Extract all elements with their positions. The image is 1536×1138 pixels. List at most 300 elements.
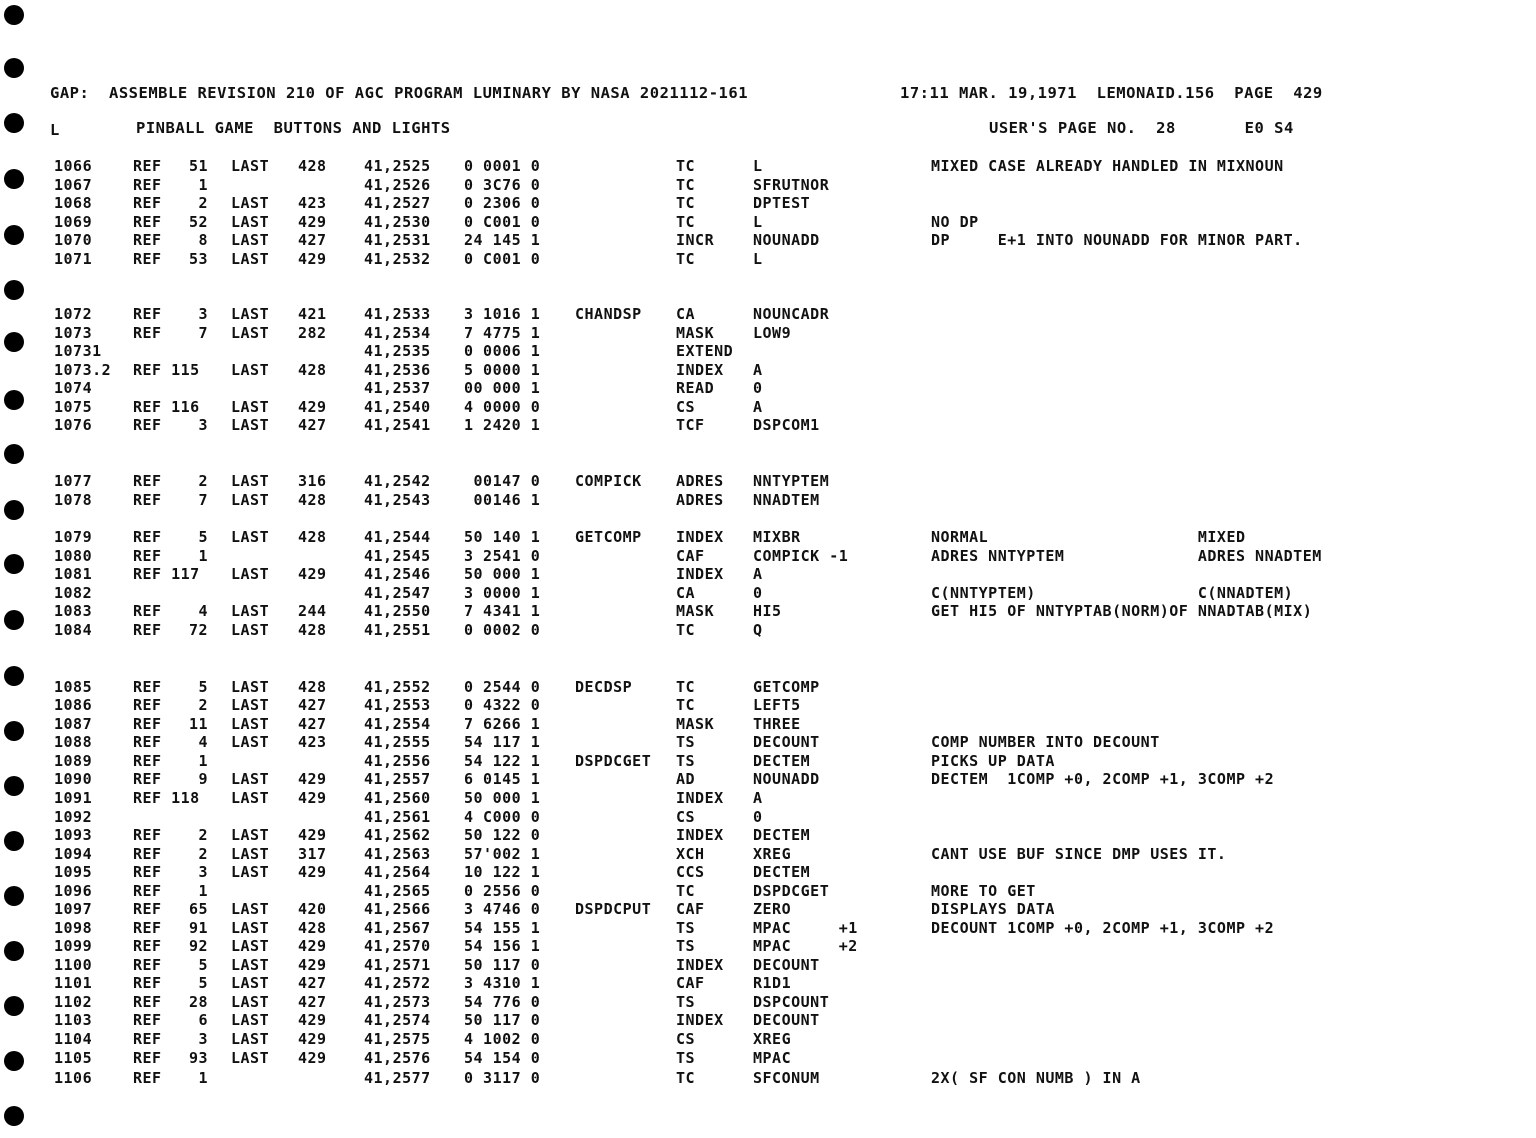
listing-addr: 41,2560: [364, 789, 431, 807]
listing-row: [0, 547, 1536, 565]
listing-refn: 92: [188, 937, 208, 955]
listing-addr: 41,2566: [364, 900, 431, 918]
listing-ref: REF: [133, 882, 162, 900]
listing-op: TC: [676, 882, 696, 900]
listing-ln: 1098: [54, 919, 93, 937]
listing-code: 54 156 1: [464, 937, 541, 955]
listing-code: 0 4322 0: [464, 696, 541, 714]
listing-ref: REF: [133, 1069, 162, 1087]
listing-label: DSPDCPUT: [575, 900, 652, 918]
listing-ref: REF: [133, 715, 162, 733]
listing-refn: 4: [198, 602, 208, 620]
listing-ln: 1101: [54, 974, 93, 992]
listing-op: TC: [676, 194, 696, 212]
listing-op: TC: [676, 1069, 696, 1087]
listing-op: XCH: [676, 845, 705, 863]
listing-code: 0 2306 0: [464, 194, 541, 212]
listing-operand: A: [753, 361, 763, 379]
listing-addr: 41,2551: [364, 621, 431, 639]
listing-row: [0, 770, 1536, 788]
listing-ln: 1104: [54, 1030, 93, 1048]
listing-code: 0 0006 1: [464, 342, 541, 360]
listing-ref: REF 118: [133, 789, 200, 807]
listing-operand: MPAC +1: [753, 919, 858, 937]
listing-last: LAST: [231, 602, 270, 620]
listing-ln: 1083: [54, 602, 93, 620]
listing-code: 54 117 1: [464, 733, 541, 751]
listing-op: AD: [676, 770, 696, 788]
listing-ref: REF: [133, 250, 162, 268]
listing-code: 3 4310 1: [464, 974, 541, 992]
listing-refn: 1: [198, 176, 208, 194]
listing-code: 10 122 1: [464, 863, 541, 881]
listing-ref: REF: [133, 845, 162, 863]
listing-last: LAST: [231, 213, 270, 231]
listing-row: [0, 194, 1536, 212]
listing-ln: 1081: [54, 565, 93, 583]
listing-operand: Q: [753, 621, 763, 639]
listing-lastn: 427: [298, 715, 327, 733]
listing-row: [0, 213, 1536, 231]
listing-operand: LEFT5: [753, 696, 801, 714]
listing-ln: 1093: [54, 826, 93, 844]
listing-code: 0 3C76 0: [464, 176, 541, 194]
listing-addr: 41,2573: [364, 993, 431, 1011]
listing-ref: REF: [133, 1049, 162, 1067]
listing-ln: 1066: [54, 157, 93, 175]
listing-ln: 1071: [54, 250, 93, 268]
listing-refn: 3: [198, 416, 208, 434]
listing-row: [0, 305, 1536, 323]
listing-lastn: 429: [298, 863, 327, 881]
listing-operand: L: [753, 213, 763, 231]
listing-operand: DPTEST: [753, 194, 811, 212]
listing-op: INDEX: [676, 528, 724, 546]
listing-addr: 41,2535: [364, 342, 431, 360]
listing-addr: 41,2555: [364, 733, 431, 751]
listing-code: 3 4746 0: [464, 900, 541, 918]
listing-code: 7 4341 1: [464, 602, 541, 620]
listing-ln: 1105: [54, 1049, 93, 1067]
listing-row: [0, 621, 1536, 639]
listing-code: 50 140 1: [464, 528, 541, 546]
listing-ln: 1087: [54, 715, 93, 733]
listing-op: CA: [676, 584, 696, 602]
listing-refn: 5: [198, 528, 208, 546]
listing-ln: 1070: [54, 231, 93, 249]
listing-operand: A: [753, 398, 763, 416]
listing-operand: NNTYPTEM: [753, 472, 830, 490]
listing-ln: 1078: [54, 491, 93, 509]
listing-row: [0, 900, 1536, 918]
listing-op: MASK: [676, 602, 715, 620]
listing-addr: 41,2531: [364, 231, 431, 249]
listing-ln: 1096: [54, 882, 93, 900]
listing-refn: 1: [198, 752, 208, 770]
listing-op: CS: [676, 808, 696, 826]
listing-code: 7 6266 1: [464, 715, 541, 733]
listing-operand: A: [753, 789, 763, 807]
listing-op: TS: [676, 993, 696, 1011]
listing-addr: 41,2541: [364, 416, 431, 434]
listing-addr: 41,2545: [364, 547, 431, 565]
listing-row: [0, 1011, 1536, 1029]
listing-operand: NNADTEM: [753, 491, 820, 509]
listing-lastn: 427: [298, 993, 327, 1011]
listing-lastn: 427: [298, 974, 327, 992]
listing-operand: MPAC +2: [753, 937, 858, 955]
listing-row: [0, 250, 1536, 268]
listing-ref: REF: [133, 937, 162, 955]
listing-row: [0, 416, 1536, 434]
listing-op: TS: [676, 752, 696, 770]
assembly-header-right: 17:11 MAR. 19,1971 LEMONAID.156 PAGE 429: [900, 84, 1323, 102]
listing-label: GETCOMP: [575, 528, 642, 546]
listing-code: 3 1016 1: [464, 305, 541, 323]
listing-operand: MIXBR: [753, 528, 801, 546]
listing-last: LAST: [231, 528, 270, 546]
listing-refn: 2: [198, 472, 208, 490]
listing-operand: 0: [753, 808, 763, 826]
listing-code: 4 C000 0: [464, 808, 541, 826]
listing-code: 0 C001 0: [464, 250, 541, 268]
listing-op: INDEX: [676, 361, 724, 379]
listing-ln: 1069: [54, 213, 93, 231]
listing-lastn: 429: [298, 213, 327, 231]
listing-lastn: 423: [298, 194, 327, 212]
listing-last: LAST: [231, 696, 270, 714]
listing-operand: A: [753, 565, 763, 583]
listing-lastn: 429: [298, 565, 327, 583]
listing-last: LAST: [231, 845, 270, 863]
listing-code: 0 3117 0: [464, 1069, 541, 1087]
listing-op: CAF: [676, 547, 705, 565]
listing-lastn: 428: [298, 919, 327, 937]
listing-refn: 2: [198, 696, 208, 714]
listing-lastn: 428: [298, 157, 327, 175]
listing-lastn: 429: [298, 937, 327, 955]
listing-row: [0, 845, 1536, 863]
listing-comment: GET HI5 OF NNTYPTAB(NORM)OF NNADTAB(MIX): [931, 602, 1313, 620]
listing-ln: 1103: [54, 1011, 93, 1029]
listing-operand: NOUNADD: [753, 770, 820, 788]
listing-op: CS: [676, 398, 696, 416]
listing-op: INDEX: [676, 789, 724, 807]
listing-operand: HI5: [753, 602, 782, 620]
listing-addr: 41,2562: [364, 826, 431, 844]
listing-op: INCR: [676, 231, 715, 249]
listing-comment: DISPLAYS DATA: [931, 900, 1055, 918]
listing-ln: 1102: [54, 993, 93, 1011]
listing-operand: DSPCOUNT: [753, 993, 830, 1011]
listing-addr: 41,2565: [364, 882, 431, 900]
listing-ref: REF: [133, 472, 162, 490]
listing-ref: REF: [133, 733, 162, 751]
listing-refn: 11: [188, 715, 208, 733]
listing-operand: XREG: [753, 1030, 792, 1048]
listing-code: 54 154 0: [464, 1049, 541, 1067]
listing-code: 0 0001 0: [464, 157, 541, 175]
listing-refn: 3: [198, 305, 208, 323]
assembly-header-left: GAP: ASSEMBLE REVISION 210 OF AGC PROGRAM LUMINARY BY NASA 2021112-161: [50, 84, 749, 102]
listing-refn: 72: [188, 621, 208, 639]
listing-row: [0, 157, 1536, 175]
listing-ln: 1095: [54, 863, 93, 881]
listing-op: INDEX: [676, 956, 724, 974]
listing-last: LAST: [231, 398, 270, 416]
listing-op: INDEX: [676, 1011, 724, 1029]
listing-lastn: 429: [298, 1049, 327, 1067]
listing-ref: REF: [133, 678, 162, 696]
listing-last: LAST: [231, 565, 270, 583]
listing-addr: 41,2534: [364, 324, 431, 342]
listing-ref: REF: [133, 974, 162, 992]
listing-comment: COMP NUMBER INTO DECOUNT: [931, 733, 1160, 751]
listing-lastn: 429: [298, 956, 327, 974]
listing-operand: L: [753, 250, 763, 268]
listing-addr: 41,2577: [364, 1069, 431, 1087]
listing-ref: REF: [133, 324, 162, 342]
listing-ln: 1091: [54, 789, 93, 807]
section-title: PINBALL GAME BUTTONS AND LIGHTS: [136, 119, 451, 137]
listing-code: 54 776 0: [464, 993, 541, 1011]
listing-comment: C(NNTYPTEM) C(NNADTEM): [931, 584, 1294, 602]
listing-addr: 41,2536: [364, 361, 431, 379]
listing-row: [0, 882, 1536, 900]
listing-last: LAST: [231, 472, 270, 490]
listing-row: [0, 398, 1536, 416]
listing-ref: REF: [133, 194, 162, 212]
listing-lastn: 317: [298, 845, 327, 863]
listing-op: MASK: [676, 324, 715, 342]
listing-lastn: 429: [298, 1030, 327, 1048]
listing-lastn: 428: [298, 678, 327, 696]
listing-op: TC: [676, 157, 696, 175]
listing-row: [0, 602, 1536, 620]
listing-row: [0, 993, 1536, 1011]
listing-operand: L: [753, 157, 763, 175]
listing-operand: DECTEM: [753, 863, 811, 881]
listing-ref: REF: [133, 305, 162, 323]
listing-addr: 41,2553: [364, 696, 431, 714]
listing-op: TC: [676, 176, 696, 194]
listing-comment: DECOUNT 1COMP +0, 2COMP +1, 3COMP +2: [931, 919, 1275, 937]
listing-comment: MORE TO GET: [931, 882, 1036, 900]
listing-ln: 1067: [54, 176, 93, 194]
listing-code: 00147 0: [464, 472, 541, 490]
listing-ln: 10731: [54, 342, 102, 360]
listing-lastn: 429: [298, 398, 327, 416]
listing-last: LAST: [231, 416, 270, 434]
listing-op: ADRES: [676, 491, 724, 509]
listing-addr: 41,2574: [364, 1011, 431, 1029]
listing-ref: REF: [133, 956, 162, 974]
listing-row: [0, 808, 1536, 826]
listing-row: [0, 974, 1536, 992]
listing-addr: 41,2527: [364, 194, 431, 212]
listing-code: 24 145 1: [464, 231, 541, 249]
listing-ref: REF: [133, 528, 162, 546]
listing-refn: 2: [198, 194, 208, 212]
listing-code: 00 000 1: [464, 379, 541, 397]
listing-lastn: 429: [298, 770, 327, 788]
listing-row: [0, 678, 1536, 696]
listing-lastn: 429: [298, 250, 327, 268]
listing-operand: XREG: [753, 845, 792, 863]
listing-comment: DECTEM 1COMP +0, 2COMP +1, 3COMP +2: [931, 770, 1275, 788]
listing-ref: REF 116: [133, 398, 200, 416]
listing-ln: 1077: [54, 472, 93, 490]
listing-refn: 51: [188, 157, 208, 175]
listing-last: LAST: [231, 324, 270, 342]
listing-last: LAST: [231, 1049, 270, 1067]
listing-addr: 41,2576: [364, 1049, 431, 1067]
listing-op: ADRES: [676, 472, 724, 490]
listing-operand: SFRUTNOR: [753, 176, 830, 194]
listing-row: [0, 1069, 1536, 1087]
listing-op: READ: [676, 379, 715, 397]
listing-last: LAST: [231, 919, 270, 937]
listing-label: DECDSP: [575, 678, 633, 696]
listing-op: MASK: [676, 715, 715, 733]
listing-op: CA: [676, 305, 696, 323]
listing-ref: REF: [133, 621, 162, 639]
listing-ref: REF: [133, 231, 162, 249]
listing-lastn: 427: [298, 231, 327, 249]
listing-refn: 4: [198, 733, 208, 751]
listing-op: TC: [676, 696, 696, 714]
section-marker: L: [50, 121, 60, 139]
listing-operand: DSPDCGET: [753, 882, 830, 900]
listing-addr: 41,2530: [364, 213, 431, 231]
listing-op: TS: [676, 919, 696, 937]
listing-addr: 41,2572: [364, 974, 431, 992]
listing-row: [0, 324, 1536, 342]
listing-last: LAST: [231, 789, 270, 807]
listing-addr: 41,2532: [364, 250, 431, 268]
listing-ref: REF: [133, 696, 162, 714]
listing-ln: 1094: [54, 845, 93, 863]
listing-addr: 41,2563: [364, 845, 431, 863]
listing-lastn: 316: [298, 472, 327, 490]
listing-code: 1 2420 1: [464, 416, 541, 434]
listing-ref: REF 117: [133, 565, 200, 583]
listing-last: LAST: [231, 250, 270, 268]
listing-row: [0, 379, 1536, 397]
listing-addr: 41,2544: [364, 528, 431, 546]
listing-code: 54 122 1: [464, 752, 541, 770]
listing-operand: LOW9: [753, 324, 792, 342]
listing-op: TS: [676, 733, 696, 751]
listing-refn: 8: [198, 231, 208, 249]
listing-comment: CANT USE BUF SINCE DMP USES IT.: [931, 845, 1227, 863]
listing-code: 00146 1: [464, 491, 541, 509]
listing-op: CAF: [676, 974, 705, 992]
listing-operand: THREE: [753, 715, 801, 733]
listing-operand: DSPCOM1: [753, 416, 820, 434]
listing-ref: REF: [133, 213, 162, 231]
listing-row: [0, 937, 1536, 955]
listing-row: [0, 696, 1536, 714]
listing-ln: 1090: [54, 770, 93, 788]
listing-ln: 1086: [54, 696, 93, 714]
listing-last: LAST: [231, 1030, 270, 1048]
listing-code: 0 C001 0: [464, 213, 541, 231]
listing-last: LAST: [231, 157, 270, 175]
listing-code: 0 2544 0: [464, 678, 541, 696]
listing-lastn: 427: [298, 696, 327, 714]
listing-lastn: 428: [298, 361, 327, 379]
listing-last: LAST: [231, 863, 270, 881]
listing-label: CHANDSP: [575, 305, 642, 323]
listing-lastn: 421: [298, 305, 327, 323]
listing-addr: 41,2556: [364, 752, 431, 770]
listing-ln: 1106: [54, 1069, 93, 1087]
listing-refn: 6: [198, 1011, 208, 1029]
listing-refn: 53: [188, 250, 208, 268]
listing-code: 50 117 0: [464, 1011, 541, 1029]
listing-last: LAST: [231, 491, 270, 509]
listing-ln: 1072: [54, 305, 93, 323]
listing-comment: NORMAL MIXED: [931, 528, 1246, 546]
listing-op: TC: [676, 621, 696, 639]
listing-refn: 2: [198, 845, 208, 863]
listing-op: TC: [676, 213, 696, 231]
listing-operand: DECTEM: [753, 752, 811, 770]
listing-operand: DECOUNT: [753, 1011, 820, 1029]
listing-refn: 5: [198, 974, 208, 992]
listing-code: 5 0000 1: [464, 361, 541, 379]
listing-ref: REF: [133, 1030, 162, 1048]
listing-ref: REF: [133, 900, 162, 918]
listing-row: [0, 528, 1536, 546]
listing-comment: PICKS UP DATA: [931, 752, 1055, 770]
listing-op: INDEX: [676, 565, 724, 583]
listing-code: 3 2541 0: [464, 547, 541, 565]
listing-addr: 41,2571: [364, 956, 431, 974]
listing-row: [0, 789, 1536, 807]
listing-code: 57'002 1: [464, 845, 541, 863]
listing-ln: 1088: [54, 733, 93, 751]
listing-addr: 41,2546: [364, 565, 431, 583]
listing-refn: 9: [198, 770, 208, 788]
listing-operand: GETCOMP: [753, 678, 820, 696]
listing-refn: 2: [198, 826, 208, 844]
listing-last: LAST: [231, 770, 270, 788]
listing-op: EXTEND: [676, 342, 734, 360]
listing-addr: 41,2533: [364, 305, 431, 323]
listing-code: 4 1002 0: [464, 1030, 541, 1048]
listing-operand: COMPICK -1: [753, 547, 849, 565]
listing-row: [0, 752, 1536, 770]
listing-code: 50 000 1: [464, 789, 541, 807]
listing-ln: 1074: [54, 379, 93, 397]
listing-last: LAST: [231, 937, 270, 955]
listing-addr: 41,2557: [364, 770, 431, 788]
listing-last: LAST: [231, 1011, 270, 1029]
listing-refn: 1: [198, 547, 208, 565]
listing-op: CAF: [676, 900, 705, 918]
listing-addr: 41,2575: [364, 1030, 431, 1048]
listing-lastn: 282: [298, 324, 327, 342]
listing-refn: 7: [198, 324, 208, 342]
listing-lastn: 429: [298, 826, 327, 844]
listing-refn: 5: [198, 956, 208, 974]
listing-addr: 41,2550: [364, 602, 431, 620]
listing-last: LAST: [231, 974, 270, 992]
listing-addr: 41,2564: [364, 863, 431, 881]
listing-addr: 41,2526: [364, 176, 431, 194]
